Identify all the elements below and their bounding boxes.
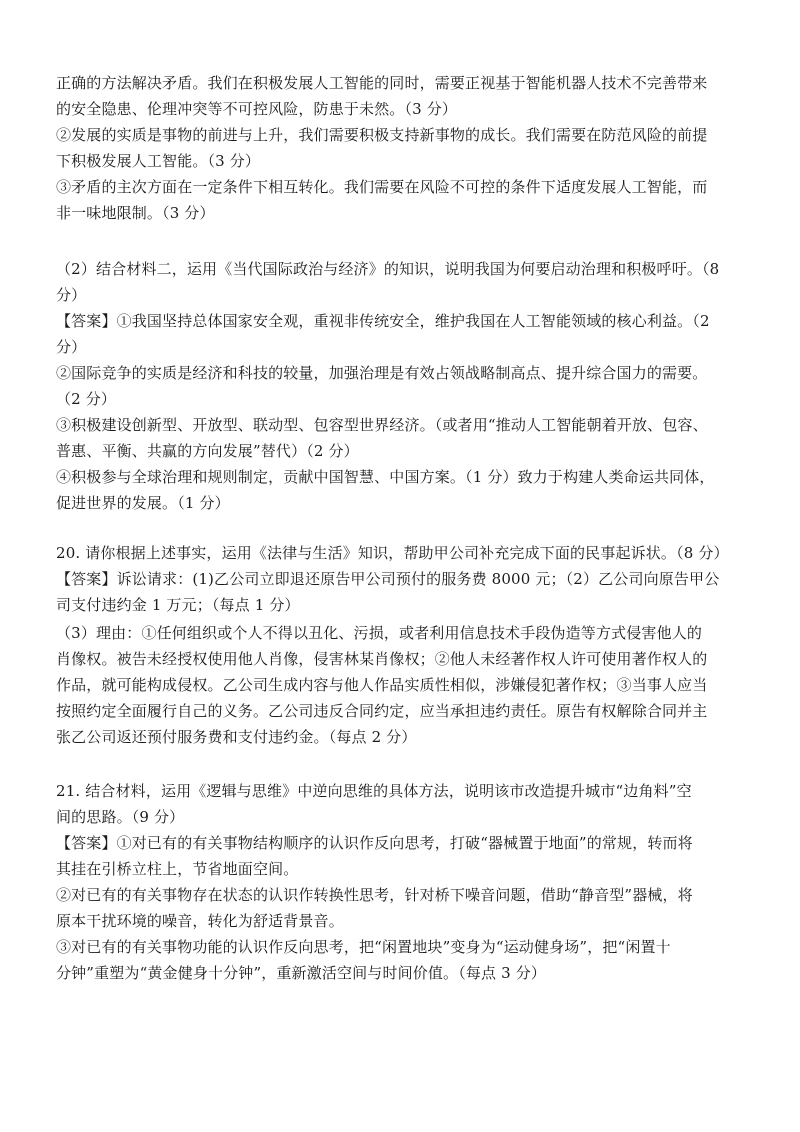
answer-line: 原本干扰环境的噪音，转化为舒适背景音。: [56, 912, 344, 930]
answer-line: ④积极参与全球治理和规则制定，贡献中国智慧、中国方案。（1 分）致力于构建人类命运共同体，: [56, 468, 715, 486]
answer-line: 作品，就可能构成侵权。乙公司生成内容与他人作品实质性相似，涉嫌侵犯著作权；③当事人应当: [56, 676, 708, 694]
answer-line: ②对已有的有关事物存在状态的认识作转换性思考，针对桥下噪音问题，借助“静音型”器械，将: [56, 886, 693, 904]
answer-line: ③对已有的有关事物功能的认识作反向思考，把“闲置地块”变身为“运动健身场”，把“闲置十: [56, 938, 671, 956]
answer-line: 肖像权。被告未经授权使用他人肖像，侵害林某肖像权；②他人未经著作权人许可使用著作权人的: [56, 650, 708, 668]
answer-line: ③积极建设创新型、开放型、联动型、包容型世界经济。（或者用“推动人工智能朝着开放、包容、: [56, 416, 708, 434]
question-line: （2）结合材料二，运用《当代国际政治与经济》的知识，说明我国为何要启动治理和积极呼吁。（8: [56, 260, 720, 278]
text-line: ②发展的实质是事物的前进与上升，我们需要积极支持新事物的成长。我们需要在防范风险的前提: [56, 126, 708, 144]
question-line: 20. 请你根据上述事实，运用《法律与生活》知识，帮助甲公司补充完成下面的民事起诉状。（8 分）: [56, 544, 729, 562]
answer-line: 【答案】①我国坚持总体国家安全观，重视非传统安全，维护我国在人工智能领域的核心利益。（2: [56, 312, 710, 330]
question-line: 间的思路。（9 分）: [56, 808, 185, 826]
question-line: 分）: [56, 286, 87, 304]
answer-line: 普惠、平衡、共赢的方向发展”替代）（2 分）: [56, 442, 359, 460]
answer-line: 分）: [56, 338, 87, 356]
text-line: 的安全隐患、伦理冲突等不可控风险，防患于未然。（3 分）: [56, 100, 458, 118]
answer-line: 张乙公司返还预付服务费和支付违约金。（每点 2 分）: [56, 728, 417, 746]
answer-line: 【答案】①对已有的有关事物结构顺序的认识作反向思考，打破“器械置于地面”的常规，转而将: [56, 834, 693, 852]
answer-line: 其挂在引桥立柱上，节省地面空间。: [56, 860, 299, 878]
text-line: 下积极发展人工智能。（3 分）: [56, 152, 261, 170]
text-line: 正确的方法解决矛盾。我们在积极发展人工智能的同时，需要正视基于智能机器人技术不完善带来: [56, 74, 708, 92]
text-line: ③矛盾的主次方面在一定条件下相互转化。我们需要在风险不可控的条件下适度发展人工智能，而: [56, 178, 708, 196]
question-line: 21. 结合材料，运用《逻辑与思维》中逆向思维的具体方法，说明该市改造提升城市“边角料”空: [56, 782, 692, 800]
answer-line: 促进世界的发展。（1 分）: [56, 494, 230, 512]
answer-line: 【答案】诉讼请求：(1)乙公司立即退还原告甲公司预付的服务费 8000 元；（2）乙公司向原告甲公: [56, 570, 720, 588]
answer-line: 司支付违约金 1 万元；（每点 1 分）: [56, 596, 300, 614]
answer-line: 分钟”重塑为“黄金健身十分钟”，重新激活空间与时间价值。（每点 3 分）: [56, 964, 546, 982]
text-line: 非一味地限制。（3 分）: [56, 204, 215, 222]
answer-line: （3）理由：①任何组织或个人不得以丑化、污损，或者利用信息技术手段伪造等方式侵害他人的: [56, 624, 702, 642]
answer-line: ②国际竞争的实质是经济和科技的较量，加强治理是有效占领战略制高点、提升综合国力的需要。: [56, 364, 708, 382]
answer-line: （2 分）: [56, 390, 117, 408]
answer-line: 按照约定全面履行自己的义务。乙公司违反合同约定，应当承担违约责任。原告有权解除合同并主: [56, 702, 708, 720]
